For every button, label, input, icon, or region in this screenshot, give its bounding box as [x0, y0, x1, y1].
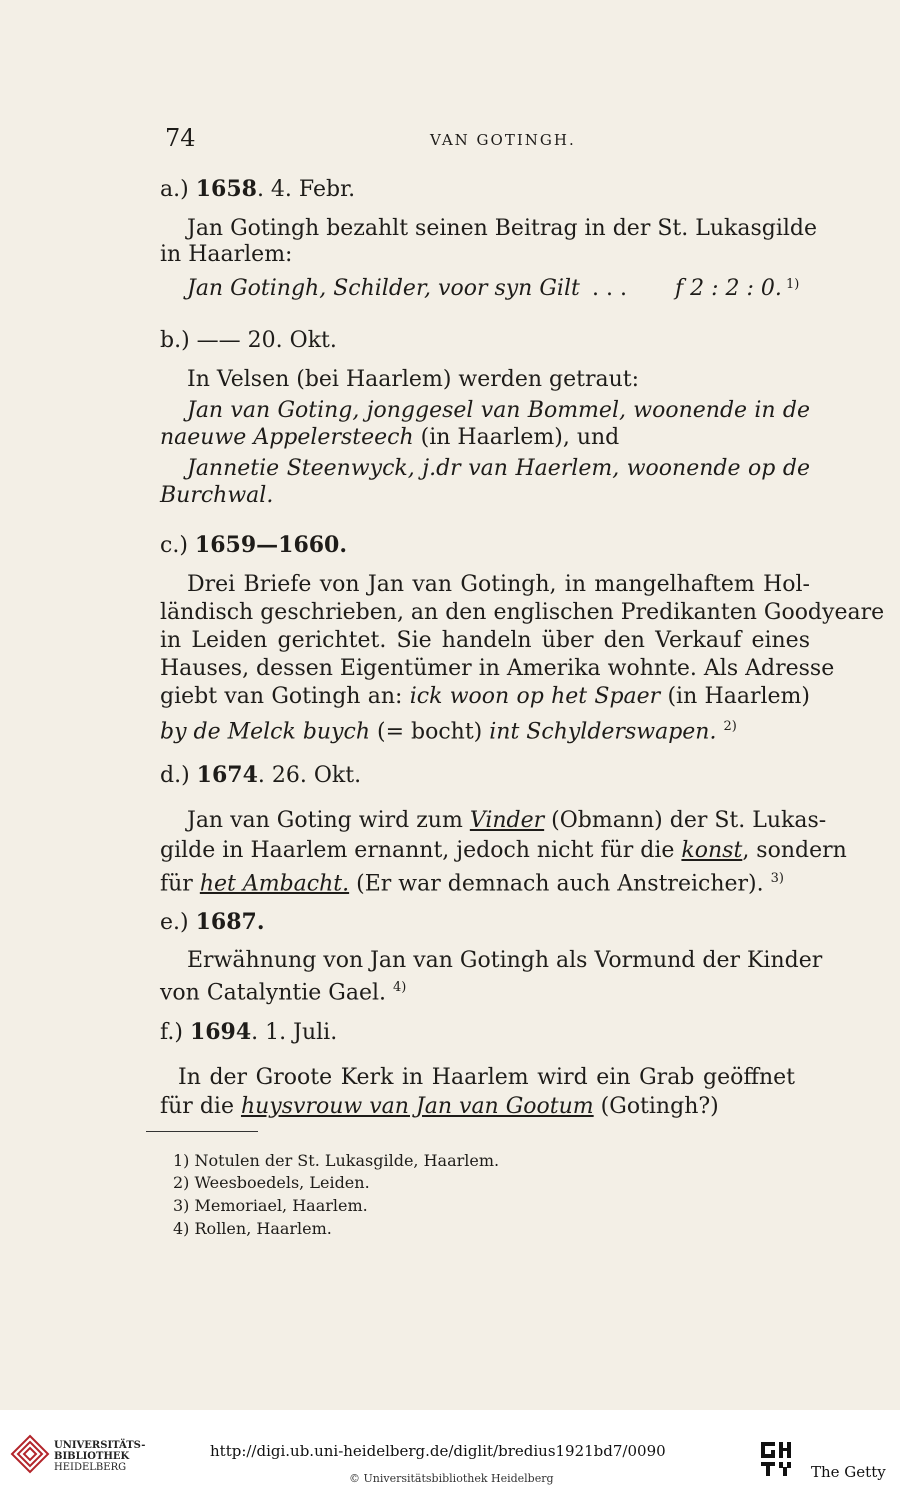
copyright-notice: © Universitätsbibliothek Heidelberg — [349, 1472, 554, 1485]
entry-a-line-2: in Haarlem: — [160, 242, 293, 267]
entry-a-line-1: Jan Gotingh bezahlt seinen Beitrag in der St. Lukasgilde — [187, 216, 818, 241]
entry-d-line-1: Jan van Goting wird zum Vinder (Obmann) der St. Lukas- — [187, 808, 827, 833]
getty-label: The Getty — [811, 1463, 886, 1481]
footnote-rule — [146, 1131, 258, 1132]
entry-e-line-2: von Catalyntie Gael. $^{4)}$ — [160, 980, 407, 1006]
footnote-1: 1) Notulen der St. Lukasgilde, Haarlem. — [173, 1151, 500, 1170]
entry-e-line-1: Erwähnung von Jan van Gotingh als Vormund der Kinder — [187, 948, 823, 973]
entry-d-line-2: gilde in Haarlem ernannt, jedoch nicht für die konst, sondern — [160, 838, 847, 863]
entry-b-line-2: Jan van Goting, jonggesel van Bommel, woonende in de — [187, 398, 810, 423]
entry-c-line-2: ländisch geschrieben, an den englischen Predikanten Goodyeare — [160, 600, 885, 625]
entry-a-line-3: Jan Gotingh, Schilder, voor syn Gilt . . . f 2 : 2 : 0. 1) — [187, 276, 800, 301]
page-number: 74 — [165, 124, 196, 152]
entry-c-heading: c.) 1659—1660. — [160, 532, 348, 558]
entry-c-line-1: Drei Briefe von Jan van Gotingh, in mangelhaftem Hol- — [187, 572, 810, 597]
university-library-logo-icon — [10, 1434, 50, 1474]
entry-c-line-6: by de Melck buych (= bocht) int Schylderswapen. $^{2)}$ — [160, 719, 737, 745]
entry-d-line-3: für het Ambacht. (Er war demnach auch Anstreicher). $^{3)}$ — [160, 871, 784, 897]
document-url-link[interactable]: http://digi.ub.uni-heidelberg.de/diglit/bredius1921bd7/0090 — [210, 1442, 666, 1460]
entry-f-heading: f.) 1694. 1. Juli. — [160, 1019, 338, 1045]
entry-b-line-1: In Velsen (bei Haarlem) werden getraut: — [187, 367, 640, 392]
running-title: VAN GOTINGH. — [430, 131, 576, 149]
entry-f-line-2: für die huysvrouw van Jan van Gootum (Gotingh?) — [160, 1094, 719, 1119]
entry-e-heading: e.) 1687. — [160, 909, 265, 935]
entry-c-line-5: giebt van Gotingh an: ick woon op het Spaer (in Haarlem) — [160, 684, 810, 709]
footnote-4: 4) Rollen, Haarlem. — [173, 1219, 332, 1238]
entry-b-line-5: Burchwal. — [160, 483, 274, 508]
entry-c-line-4: Hauses, dessen Eigentümer in Amerika wohnte. Als Adresse — [160, 656, 835, 681]
entry-b-line-4: Jannetie Steenwyck, j.dr van Haerlem, woonende op de — [187, 456, 810, 481]
getty-logo-icon — [759, 1440, 795, 1478]
university-library-name: UNIVERSITÄTS- BIBLIOTHEK HEIDELBERG — [54, 1440, 146, 1473]
entry-b-heading: b.) —— 20. Okt. — [160, 328, 337, 353]
entry-d-heading: d.) 1674. 26. Okt. — [160, 762, 362, 788]
footnote-2: 2) Weesboedels, Leiden. — [173, 1173, 370, 1192]
entry-f-line-1: In der Groote Kerk in Haarlem wird ein Grab geöffnet — [178, 1065, 795, 1090]
entry-c-line-3: in Leiden gerichtet. Sie handeln über den Verkauf eines — [160, 628, 810, 653]
entry-a-heading: a.) 1658. 4. Febr. — [160, 176, 356, 202]
entry-b-line-3: naeuwe Appelersteech (in Haarlem), und — [160, 425, 620, 450]
footnote-3: 3) Memoriael, Haarlem. — [173, 1196, 368, 1215]
